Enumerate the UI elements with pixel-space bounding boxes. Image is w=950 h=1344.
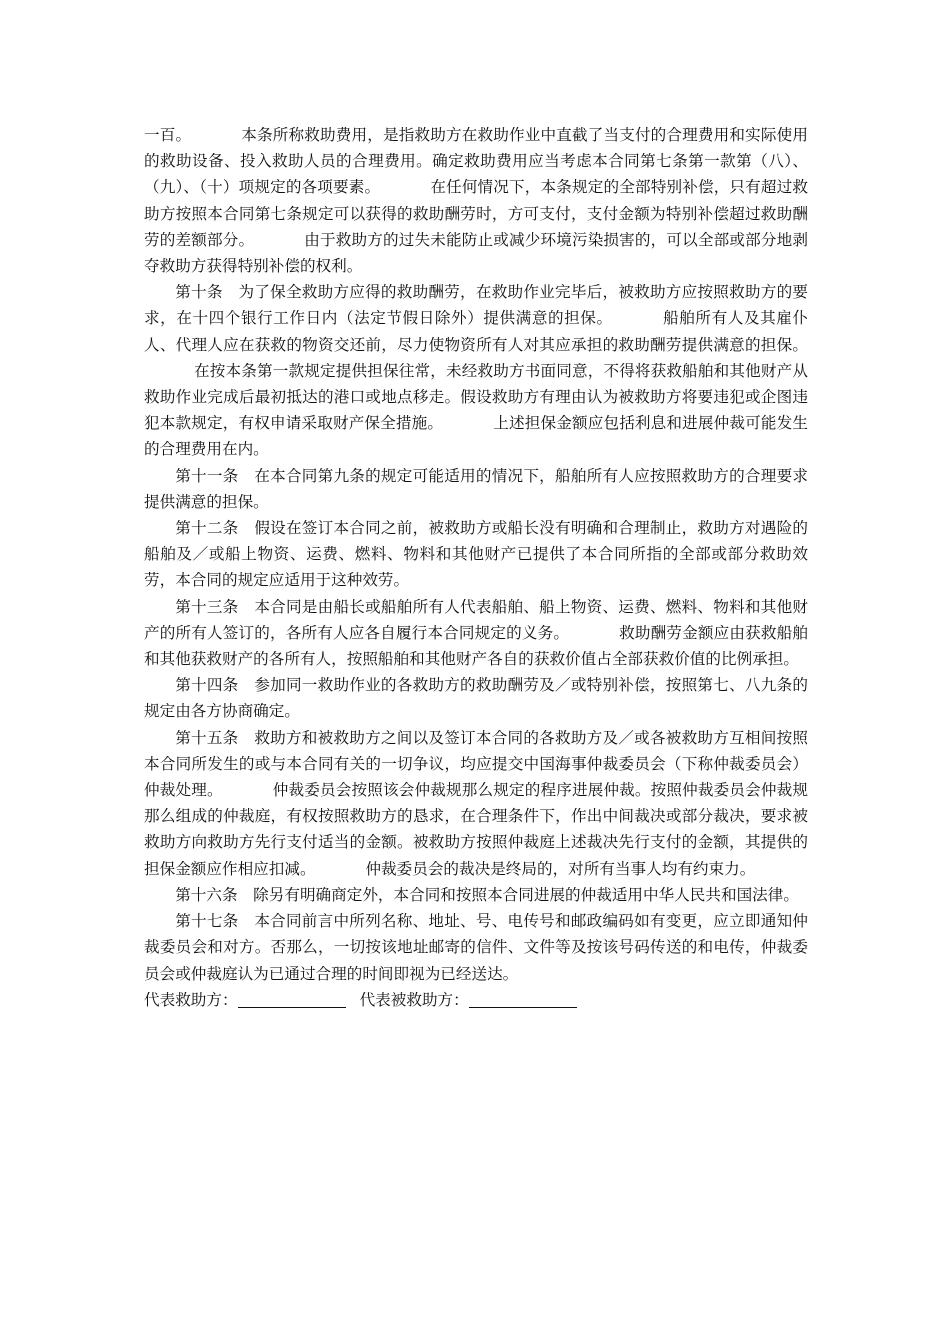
article-9-sentence-2: 在任何情况下，本条规定的全部特别补偿，只有超过救助方按照本合同第七条规定可以获得的救助酬劳时，方可支付，支付金额为特别补偿超过救助酬劳的差额部分。 <box>144 178 808 249</box>
article-13-sentence-1: 第十三条 本合同是由船长或船舶所有人代表船舶、船上物资、运费、燃料、物料和其他财产的所有人签订的，各所有人应各自履行本合同规定的义务。 <box>144 597 808 642</box>
article-11-paragraph: 第十一条 在本合同第九条的规定可能适用的情况下，船舶所有人应按照救助方的合理要求提供满意的担保。 <box>144 466 808 511</box>
article-15-sentence-2: 仲裁委员会按照该会仲裁规那么规定的程序进展仲裁。按照仲裁委员会仲裁规那么组成的仲裁庭，有权按照救助方的恳求，在合理条件下，作出中间裁决或部分裁决，要求被救助方向救助方先行支付适当的金额。被救助方按照仲裁庭上述裁决先行支付的金额，其提供的担保金额应作相应扣减。 <box>144 781 808 878</box>
article-10-sentence-3: 在按本条第一款规定提供担保往常，未经救助方书面同意，不得将获救船舶和其他财产从救助作业完成后最初抵达的港口或地点移走。假设救助方有理由认为被救助方将要违犯或企图违犯本款规定，有权申请采取财产保全措施。 <box>144 361 808 433</box>
article-9-sentence-3: 由于救助方的过失未能防止或减少环境污染损害的，可以全部或部分地剥夺救助方获得特别补偿的权利。 <box>144 230 808 276</box>
signature-line <box>144 987 808 1013</box>
salvor-signature-blank[interactable] <box>238 991 346 1008</box>
article-10-sentence-2: 船舶所有人及其雇仆人、代理人应在获救的物资交还前，尽力使物资所有人对其应承担的救助酬劳提供满意的担保。 <box>144 309 808 354</box>
article-16-paragraph: 第十六条 除另有明确商定外，本合同和按照本合同进展的仲裁适用中华人民共和国法律。 <box>175 885 799 904</box>
article-13-sentence-2: 救助酬劳金额应由获救船舶和其他获救财产的各所有人，按照船舶和其他财产各自的获救价值占全部获救价值的比例承担。 <box>144 623 808 669</box>
document-page <box>144 122 808 1013</box>
article-10-paragraph <box>144 279 808 462</box>
article-12-paragraph: 第十二条 假设在签订本合同之前，被救助方或船长没有明确和合理制止，救助方对遇险的船舶及／或船上物资、运费、燃料、物料和其他财产已提供了本合同所指的全部或部分救助效劳，本合同的规定应适用于这种效劳。 <box>144 519 808 590</box>
salvee-signature-label: 代表被救助方： <box>359 990 469 1009</box>
article-13-paragraph <box>144 594 808 673</box>
article-15-sentence-1: 第十五条 救助方和被救助方之间以及签订本合同的各救助方及／或各被救助方互相间按照本合同所发生的或与本合同有关的一切争议，均应提交中国海事仲裁委员会（下称仲裁委员会）仲裁处理。 <box>144 728 808 800</box>
article-10-sentence-4: 上述担保金额应包括利息和进展仲裁可能发生的合理费用在内。 <box>144 414 808 459</box>
article-9-tail-paragraph <box>144 122 808 279</box>
article-17-paragraph: 第十七条 本合同前言中所列名称、地址、号、电传号和邮政编码如有变更，应立即通知仲裁委员会和对方。否那么，一切按该地址邮寄的信件、文件等及按该号码传送的和电传，仲裁委员会或仲裁庭认为已通过合理的时间即视为已经送达。 <box>144 912 808 983</box>
article-14-paragraph: 第十四条 参加同一救助作业的各救助方的救助酬劳及／或特别补偿，按照第七、八九条的规定由各方协商确定。 <box>144 676 808 721</box>
article-9-lead: 一百。 <box>144 126 192 144</box>
salvee-signature-blank[interactable] <box>469 991 577 1008</box>
article-15-sentence-3: 仲裁委员会的裁决是终局的，对所有当事人均有约束力。 <box>365 859 756 878</box>
salvor-signature-label: 代表救助方： <box>144 990 238 1009</box>
article-15-paragraph <box>144 725 808 882</box>
article-10-sentence-1: 第十条 为了保全救助方应得的救助酬劳，在救助作业完毕后，被救助方应按照救助方的要求，在十四个银行工作日内（法定节假日除外）提供满意的担保。 <box>144 283 808 328</box>
article-9-sentence-1: 本条所称救助费用，是指救助方在救助作业中直截了当支付的合理费用和实际使用的救助设备、投入救助人员的合理费用。确定救助费用应当考虑本合同第七条第一款第（八）、（九）、（十）项规定的各项要素。 <box>144 126 808 197</box>
